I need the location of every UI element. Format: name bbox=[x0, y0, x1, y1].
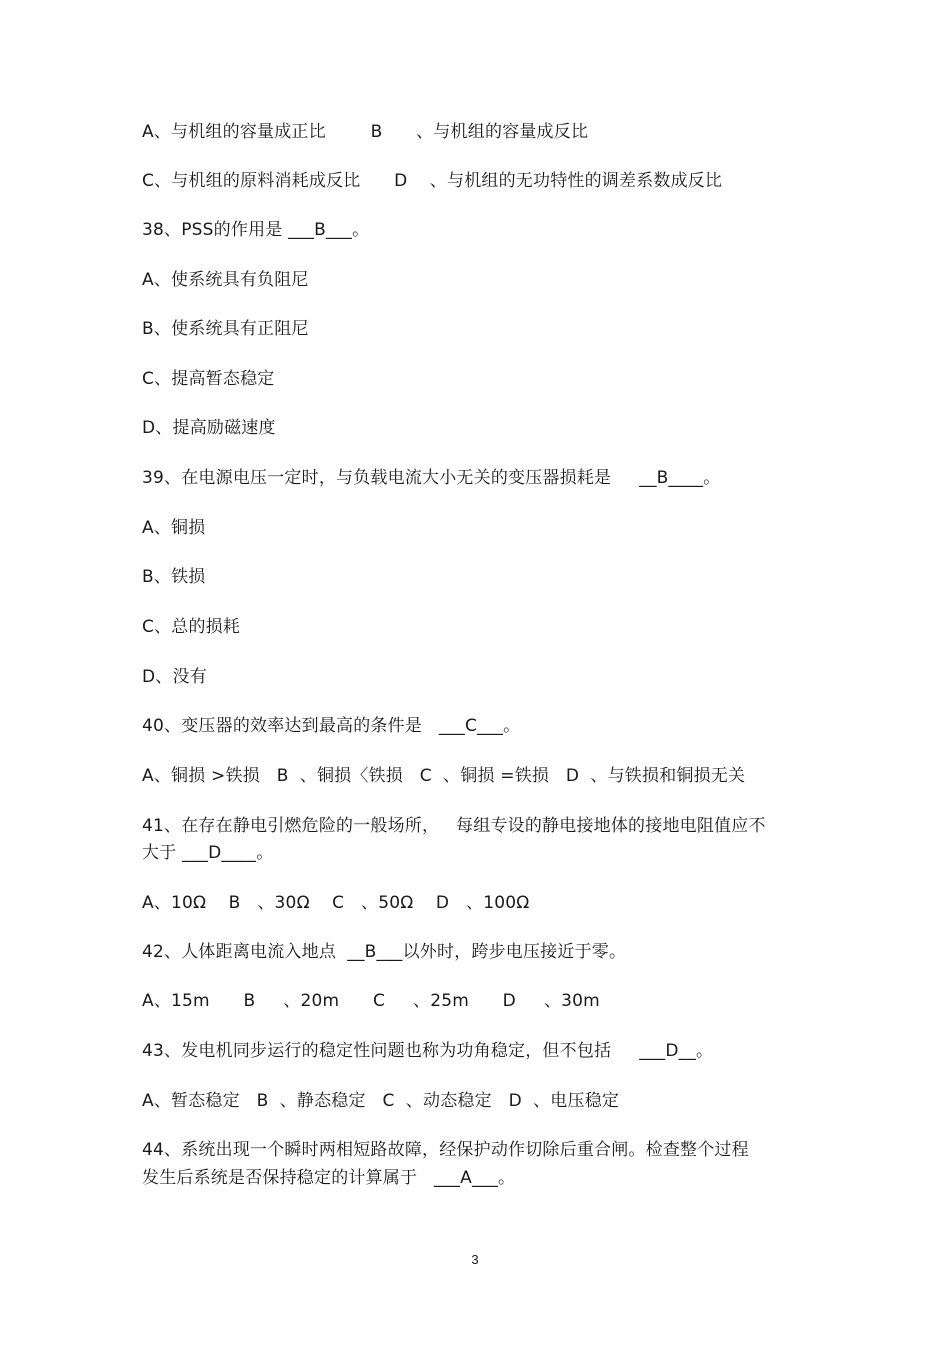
question-44-line-1: 44、系统出现一个瞬时两相短路故障，经保护动作切除后重合闸。检查整个过程 bbox=[142, 1140, 749, 1160]
question-39: 39、在电源电压一定时，与负载电流大小无关的变压器损耗是 __B____。 bbox=[142, 468, 721, 488]
options-42: A、15m B 、20m C 、25m D 、30m bbox=[142, 991, 600, 1011]
option-39-a: A、铜损 bbox=[142, 518, 206, 538]
question-38: 38、PSS的作用是 ___B___。 bbox=[142, 220, 370, 240]
question-41-line-2: 大于 ___D____。 bbox=[142, 843, 274, 863]
question-43: 43、发电机同步运行的稳定性问题也称为功角稳定，但不包括 ___D__。 bbox=[142, 1041, 714, 1061]
option-39-b: B、铁损 bbox=[142, 567, 206, 587]
option-38-b: B、使系统具有正阻尼 bbox=[142, 319, 309, 339]
option-38-d: D、提高励磁速度 bbox=[142, 418, 276, 438]
option-39-c: C、总的损耗 bbox=[142, 617, 241, 637]
question-44-line-2: 发生后系统是否保持稳定的计算属于 ___A___。 bbox=[142, 1168, 516, 1188]
question-40: 40、变压器的效率达到最高的条件是 ___C___。 bbox=[142, 716, 521, 736]
option-38-c: C、提高暂态稳定 bbox=[142, 369, 275, 389]
options-40: A、铜损 >铁损 B 、铜损〈铁损 C 、铜损 =铁损 D 、与铁损和铜损无关 bbox=[142, 766, 746, 786]
page-number: 3 bbox=[471, 1252, 479, 1267]
option-38-a: A、使系统具有负阻尼 bbox=[142, 270, 309, 290]
question-42: 42、人体距离电流入地点 __B___以外时，跨步电压接近于零。 bbox=[142, 942, 627, 962]
option-line-37-cd: C、与机组的原料消耗成反比 D 、与机组的无功特性的调差系数成反比 bbox=[142, 171, 723, 191]
options-43: A、暂态稳定 B 、静态稳定 C 、动态稳定 D 、电压稳定 bbox=[142, 1091, 620, 1111]
option-line-37-ab: A、与机组的容量成正比 B 、与机组的容量成反比 bbox=[142, 122, 589, 142]
options-41: A、10Ω B 、30Ω C 、50Ω D 、100Ω bbox=[142, 893, 530, 913]
question-41-line-1: 41、在存在静电引燃危险的一般场所， 每组专设的静电接地体的接地电阻值应不 bbox=[142, 816, 766, 836]
option-39-d: D、没有 bbox=[142, 667, 207, 687]
